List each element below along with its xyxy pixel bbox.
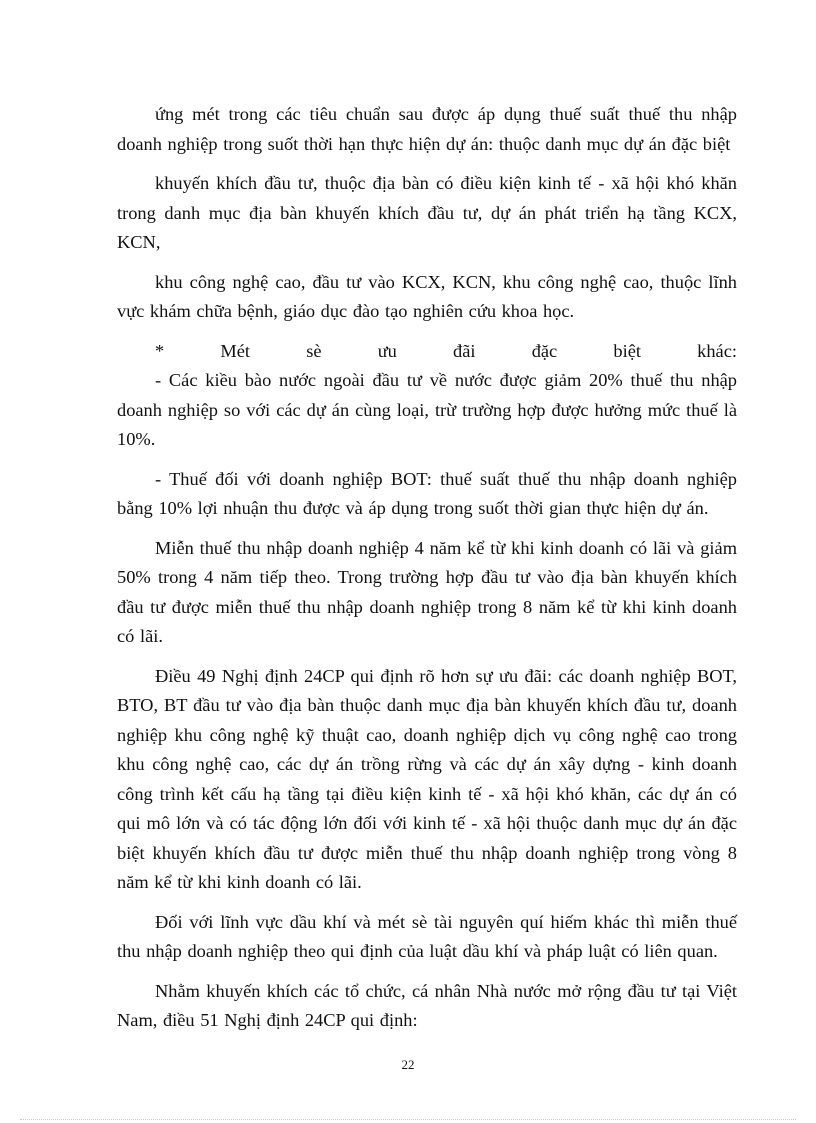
paragraph-9: Đối với lĩnh vực dầu khí và mét sè tài nguyên quí hiếm khác thì miễn thuế thu nhập doanh nghiệp theo qui định của luật dầu khí và pháp luật có liên quan. xyxy=(117,911,737,961)
paragraph-4-heading: * Mét sè ưu đãi đặc biệt khác: xyxy=(155,340,737,361)
paragraph-3: khu công nghệ cao, đầu tư vào KCX, KCN, khu công nghệ cao, thuộc lĩnh vực khám chữa bệnh, giáo dục đào tạo nghiên cứu khoa học. xyxy=(117,271,737,321)
paragraph-6: - Thuế đối với doanh nghiệp BOT: thuế suất thuế thu nhập doanh nghiệp bằng 10% lợi nhuận thu được và áp dụng trong suốt thời gian thực hiện dự án. xyxy=(117,468,737,518)
paragraph-1: ứng mét trong các tiêu chuẩn sau được áp dụng thuế suất thuế thu nhập doanh nghiệp trong suốt thời hạn thực hiện dự án: thuộc danh mục dự án đặc biệt xyxy=(117,104,737,154)
page-break-divider xyxy=(20,1119,796,1120)
paragraph-10: Nhằm khuyến khích các tổ chức, cá nhân Nhà nước mở rộng đầu tư tại Việt Nam, điều 51 Nghị định 24CP qui định: xyxy=(117,980,737,1030)
paragraph-8: Điều 49 Nghị định 24CP qui định rõ hơn sự ưu đãi: các doanh nghiệp BOT, BTO, BT đầu tư vào địa bàn thuộc danh mục địa bàn khuyến khích đầu tư, doanh nghiệp khu công nghệ kỹ thuật cao, doanh nghiệp dịch vụ công nghệ cao trong khu công nghệ cao, các dự án trồng rừng và các dự án xây dựng - kinh doanh công trình kết cấu hạ tầng tại điều kiện kinh tế - xã hội khó khăn, các dự án có qui mô lớn và có tác động lớn đối với kinh tế - xã hội thuộc danh mục dự án đặc biệt khuyến khích đầu tư được miễn thuế thu nhập doanh nghiệp trong vòng 8 năm kể từ khi kinh doanh có lãi. xyxy=(117,665,737,892)
body-text xyxy=(117,100,737,1046)
page-number: 22 xyxy=(401,1057,415,1072)
paragraph-5: - Các kiều bào nước ngoài đầu tư về nước được giảm 20% thuế thu nhập doanh nghiệp so với các dự án cùng loại, trừ trường hợp được hưởng mức thuế là 10%. xyxy=(117,370,737,449)
paragraph-2: khuyến khích đầu tư, thuộc địa bàn có điều kiện kinh tế - xã hội khó khăn trong danh mục địa bàn khuyến khích đầu tư, dự án phát triển hạ tầng KCX, KCN, xyxy=(117,173,737,252)
paragraph-7: Miễn thuế thu nhập doanh nghiệp 4 năm kể từ khi kinh doanh có lãi và giảm 50% trong 4 năm tiếp theo. Trong trường hợp đầu tư vào địa bàn khuyến khích đầu tư được miễn thuế thu nhập doanh nghiệp trong 8 năm kể từ khi kinh doanh có lãi. xyxy=(117,537,737,646)
